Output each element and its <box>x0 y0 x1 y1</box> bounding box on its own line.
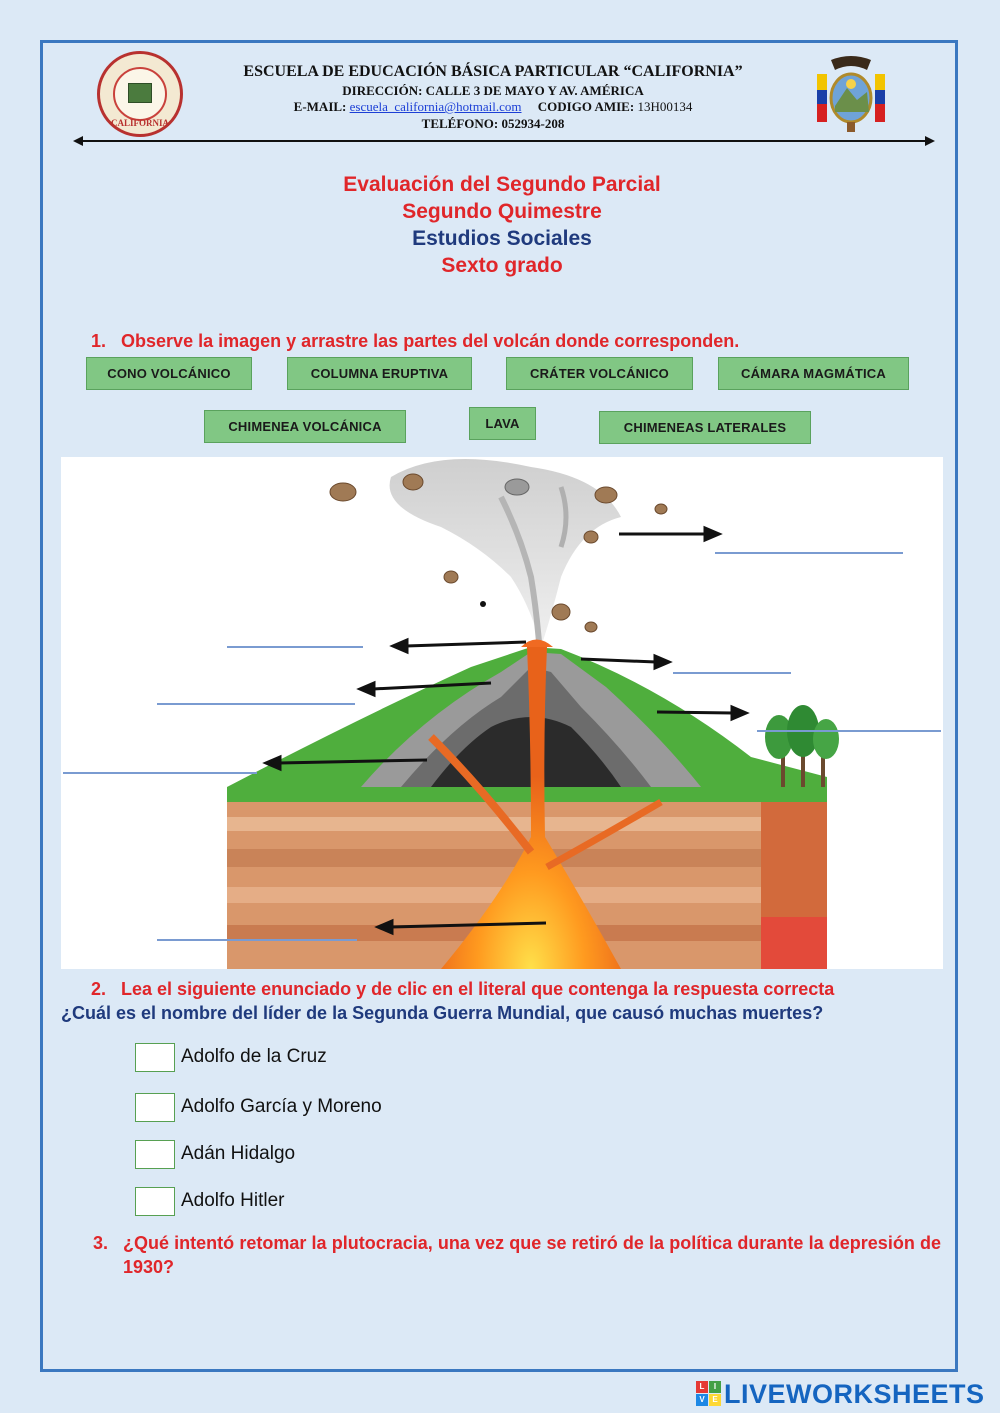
option-a-label: Adolfo de la Cruz <box>181 1046 327 1067</box>
school-phone-line <box>163 116 823 132</box>
option-b-checkbox[interactable] <box>135 1093 175 1122</box>
question-3-text: ¿Qué intentó retomar la plutocracia, una vez que se retiró de la política durante la depresión de 1930? <box>123 1233 941 1277</box>
volcano-cross-section <box>227 640 827 970</box>
question-3 <box>93 1231 941 1279</box>
school-name: ESCUELA DE EDUCACIÓN BÁSICA PARTICULAR “CALIFORNIA” <box>243 63 743 80</box>
drag-chip-cono-volcanico[interactable]: CONO VOLCÁNICO <box>86 357 252 390</box>
liveworksheets-wordmark: LIVEWORKSHEETS <box>724 1378 985 1409</box>
question-1-text: Observe la imagen y arrastre las partes del volcán donde corresponden. <box>121 331 740 351</box>
drag-chip-lava[interactable]: LAVA <box>469 407 536 440</box>
drag-chip-chimeneas-laterales[interactable]: CHIMENEAS LATERALES <box>599 411 811 444</box>
drag-chip-chimenea-volcanica[interactable]: CHIMENEA VOLCÁNICA <box>204 410 406 443</box>
question-1-number: 1. <box>91 331 107 351</box>
question-1 <box>91 331 739 352</box>
drag-chip-camara-magmatica[interactable]: CÁMARA MAGMÁTICA <box>718 357 909 390</box>
title-grade: Sexto grado <box>441 254 563 277</box>
volcano-illustration <box>61 457 943 969</box>
option-a-checkbox[interactable] <box>135 1043 175 1072</box>
amie-label: CODIGO AMIE: <box>537 99 635 114</box>
evaluation-titles <box>43 171 961 279</box>
question-2-text: Lea el siguiente enunciado y de clic en el literal que contenga la respuesta correcta <box>121 979 835 999</box>
title-quimestre: Segundo Quimestre <box>402 200 602 223</box>
question-2-number: 2. <box>91 979 107 999</box>
title-subject: Estudios Sociales <box>412 227 592 250</box>
question-3-number: 3. <box>93 1233 109 1253</box>
option-d-checkbox[interactable] <box>135 1187 175 1216</box>
school-address: DIRECCIÓN: CALLE 3 DE MAYO Y AV. AMÉRICA <box>342 83 644 98</box>
option-c-label: Adán Hidalgo <box>181 1143 296 1164</box>
option-b-label: Adolfo García y Moreno <box>181 1096 382 1117</box>
drag-chip-columna-eruptiva[interactable]: COLUMNA ERUPTIVA <box>287 357 472 390</box>
phone-label: TELÉFONO: <box>421 116 499 131</box>
question-2-prompt: ¿Cuál es el nombre del líder de la Segunda Guerra Mundial, que causó muchas muertes? <box>61 1003 824 1023</box>
volcano-diagram <box>61 457 943 969</box>
liveworksheets-brand <box>696 1378 985 1410</box>
email-label: E-MAIL: <box>293 99 347 114</box>
drag-chip-crater-volcanico[interactable]: CRÁTER VOLCÁNICO <box>506 357 693 390</box>
school-header <box>43 43 961 153</box>
school-contact-line <box>163 99 823 115</box>
option-d-label: Adolfo Hitler <box>181 1190 285 1211</box>
amie-value: 13H00134 <box>637 99 693 114</box>
liveworksheets-logo-icon: L I V E <box>696 1381 722 1407</box>
header-divider <box>73 136 935 146</box>
worksheet-page <box>40 40 958 1372</box>
title-evaluation: Evaluación del Segundo Parcial <box>343 173 661 196</box>
phone-value: 052934-208 <box>501 116 565 131</box>
question-2 <box>91 979 834 1000</box>
email-link[interactable]: escuela_california@hotmail.com <box>349 99 522 114</box>
option-c-checkbox[interactable] <box>135 1140 175 1169</box>
ecuador-coat-of-arms-icon <box>811 54 891 134</box>
seal-text: CALIFORNIA <box>110 118 169 128</box>
